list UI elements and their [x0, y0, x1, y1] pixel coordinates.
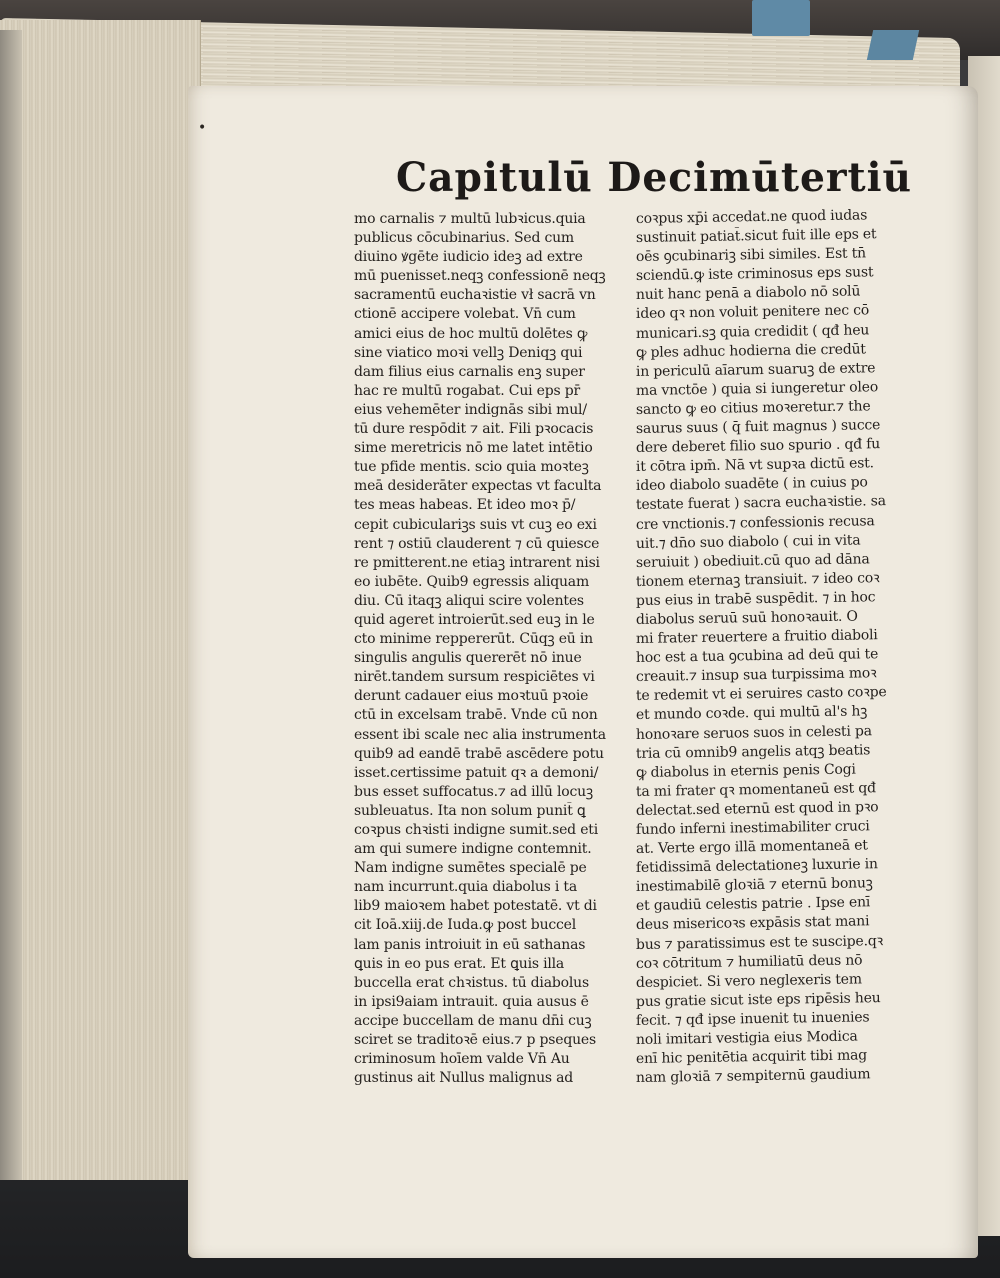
text-line: ctū in excelsam trabē. Vnde cū non [354, 707, 598, 724]
text-line: accipe buccellam de manu dn̄i cuꝫ [354, 1012, 592, 1029]
text-line: derunt cadauer eius moꝛtuū pꝛoie [354, 688, 589, 705]
text-line: sustinuit patiat̄.sicut fuit ille eps et [635, 226, 877, 247]
text-line: meā desiderāter expectas vt faculta [354, 478, 602, 495]
text-line: et gaudiū celestis patrie . Ipse enī [635, 894, 871, 915]
ribbon-bookmark [752, 0, 810, 36]
text-line: diabolus seruū suū honoꝛauit. O [635, 608, 858, 628]
text-line: singulis angulis quererēt nō inue [354, 650, 582, 667]
text-line: buccella erat chꝛistus. tū diabolus [354, 974, 589, 991]
text-line: nam gloꝛiā ⁊ sempiternū gaudium [635, 1066, 871, 1087]
text-line: publicus cōcubinarius. Sed cum [354, 230, 575, 247]
text-line: eo iubēte. Quib9 egressis aliquam [354, 573, 590, 590]
text-line: in periculū aīarum suaruꝫ de extre [635, 359, 876, 380]
text-line: sancto ꝙ eo citius moꝛeretur.⁊ the [635, 398, 871, 418]
text-line: dam filius eius carnalis enꝫ super [354, 363, 585, 380]
text-line: te redemit vt ei seruires casto coꝛpe [635, 684, 887, 705]
text-line: isset.certissime patuit qꝛ a demoni/ [354, 764, 599, 781]
text-line: coꝛpus xp̄i accedat.ne quod iudas [635, 207, 868, 227]
text-line: uit.⁊ dn̄o suo diabolo ( cui in vita [635, 532, 861, 552]
text-line: it cōtra ipm̄. Nā vt supꝛa dictū est. [635, 455, 874, 476]
text-line: sciret se traditoꝛē eius.⁊ p pseques [354, 1032, 596, 1049]
text-line: tū dure respōdit ⁊ ait. Fili pꝛocacis [354, 421, 594, 438]
text-line: municari.sꝫ quia credidit ( qđ heu [635, 321, 870, 342]
text-line: lam panis introiuit in eū sathanas [354, 936, 586, 953]
text-line: criminosum hoīem valde Vn̄ Au [354, 1051, 570, 1068]
text-line: fundo inferni inestimabiliter cruci [635, 818, 870, 838]
text-line: ꝗuis in eo pus erat. Et ꝗuis illa [354, 955, 565, 972]
text-line: ta mi frater qꝛ momentaneū est qđ [635, 780, 876, 800]
text-line: mi frater reuertere a fruitio diaboli [635, 627, 878, 648]
text-line: ꝙ diabolus in eternis penis Cogi [635, 761, 856, 781]
page-mark: • [198, 120, 207, 136]
text-line: deus misericoꝛs expāsis stat mani [635, 913, 870, 934]
text-line: fetidissimā delectationeꝫ luxurie in [635, 856, 878, 877]
text-line: subleuatus. Ita non solum punit̄ ꝗ [354, 802, 586, 819]
text-line: re pmitterent.ne etiaꝫ intrarent nisi [354, 554, 600, 571]
text-line: seruiuit ) obediuit.cū quo ad dāna [635, 551, 870, 571]
text-line: pus gratie sicut iste eps ripēsis heu [635, 990, 881, 1010]
text-line: nirēt.tandem sursum respiciētes vi [354, 669, 595, 686]
page-edges-left [0, 20, 201, 1180]
text-line: at. Verte ergo illā momentaneā et [635, 837, 868, 858]
text-line: enī hic penitētia acquirit tibi mag [635, 1047, 868, 1068]
text-line: ideo diabolo suadēte ( in cuius po [635, 474, 868, 495]
text-line: nam incurrunt.quia diabolus i ta [354, 879, 577, 896]
text-line: amici eius de hoc multū dolētes ꝙ [354, 325, 588, 342]
text-line: honoꝛare seruos suos in celesti pa [635, 722, 872, 743]
text-line: despiciet. Si vero neglexeris tem [635, 971, 862, 991]
text-line: fecit. ⁊ qđ ipse inuenit tu inuenies [635, 1009, 870, 1029]
text-line: sime meretricis nō me latet intētio [354, 440, 593, 457]
text-line: saurus suus ( q̄ fuit magnus ) succe [635, 417, 881, 438]
text-line: mū puenisset.neqꝫ confessionē neqꝫ [354, 268, 606, 285]
ribbon-bookmark-tail [867, 30, 919, 60]
text-line: bus ⁊ paratissimus est te suscipe.qꝛ [635, 932, 884, 953]
text-line: et mundo coꝛde. qui multū al's hꝫ [635, 703, 868, 724]
text-line: quib9 ad eandē trabē ascēdere potu [354, 745, 604, 762]
text-line: sacramentū euchaꝛistie vł sacrā vn [354, 287, 596, 304]
text-line: noli imitari vestigia eius Modica [635, 1028, 858, 1049]
text-line: tue pfide mentis. scio quia moꝛteꝫ [354, 459, 589, 476]
text-line: ctionē accipere volebat. Vn̄ cum [354, 306, 576, 323]
text-line: sine viatico moꝛi vellꝫ Deniqꝫ qui [354, 344, 583, 361]
text-line: inestimabilē gloꝛiā ⁊ eternū bonuꝫ [635, 875, 873, 896]
text-line: hac re multū rogabat. Cui eps pr̄ [354, 382, 581, 399]
text-line: lib9 maioꝛem habet potestatē. vt di [354, 898, 597, 915]
text-line: hoc est a tua ꝯcubina ad deū qui te [635, 646, 879, 667]
text-line: eius vehemēter indignās sibi mul/ [354, 401, 587, 418]
text-column-left [354, 210, 626, 1088]
binding-edge [0, 30, 22, 1180]
text-line: cepit cubiculariꝫs suis vt cuꝫ eo exi [354, 516, 597, 533]
text-line: ma vnctōe ) quia si iungeretur oleo [635, 379, 879, 399]
chapter-heading: Capitulū Decimūtertiū [396, 154, 913, 201]
text-line: mo carnalis ⁊ multū lubꝛicus.quia [354, 211, 586, 227]
text-line: cto minime reppererūt. Cūqꝫ eū in [354, 631, 593, 648]
text-line: am qui sumere indigne contemnit. [354, 841, 592, 858]
text-line: diu. Cū itaqꝫ aliqui scire volentes [354, 592, 584, 609]
text-line: diuino ꝟgēte iudicio ideꝫ ad extre [354, 249, 583, 266]
text-line: creauit.⁊ insup sua turpissima moꝛ [635, 665, 877, 686]
text-line: rent ⁊ ostiū clauderent ⁊ cū quiesce [354, 535, 600, 552]
text-line: gustinus ait Nullus malignus ad [354, 1070, 574, 1087]
text-line: quid ageret introierūt.sed euꝫ in le [354, 611, 595, 628]
text-line: pus eius in trabē suspēdit. ⁊ in hoc [635, 589, 876, 609]
text-line: cre vnctionis.⁊ confessionis recusa [635, 512, 875, 533]
text-line: coꝛ cōtritum ⁊ humiliatū deus nō [635, 952, 863, 972]
text-line: ideo qꝛ non voluit penitere nec cō [635, 302, 870, 323]
text-line: bus esset suffocatus.⁊ ad illū locuꝫ [354, 783, 593, 800]
text-line: ꝙ ples adhuc hodierna die credūt [635, 341, 866, 361]
text-line: dere deberet filio suo spurio . qđ fu [635, 436, 881, 457]
text-line: Nam indigne sumētes specialē pe [354, 860, 587, 877]
text-line: in ipsi9aiam intrauit. quia ausus ē [354, 993, 589, 1010]
text-line: tes meas habeas. Et ideo moꝛ p̄/ [354, 497, 576, 514]
text-line: essent ibi scale nec alia instrumenta [354, 726, 606, 743]
text-line: delectat.sed eternū est quod in pꝛo [635, 799, 879, 819]
text-line: sciendū.ꝙ iste criminosus eps sust [635, 264, 874, 285]
text-column-right [635, 207, 912, 1088]
text-line: nuit hanc penā a diabolo nō solū [635, 283, 861, 304]
text-line: cit Ioā.xiij.de Iuda.ꝙ post buccel [354, 917, 577, 934]
text-line: oēs ꝯcubinariꝫ sibi similes. Est tn̄ [635, 245, 867, 266]
text-line: testate fuerat ) sacra euchaꝛistie. sa [635, 493, 886, 514]
text-line: tionem eternaꝫ transiuit. ⁊ ideo coꝛ [635, 569, 880, 590]
text-line: tria cū omnib9 angelis atqꝫ beatis [635, 741, 871, 762]
text-line: coꝛpus chꝛisti indigne sumit.sed eti [354, 822, 598, 838]
